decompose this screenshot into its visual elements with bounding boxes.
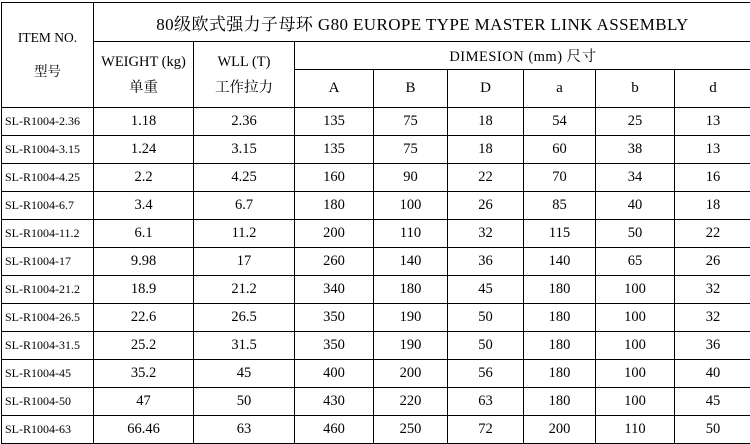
dim-a-cell: 180 — [524, 276, 596, 304]
weight-header-cn: 单重 — [94, 75, 193, 101]
wll-cell: 45 — [194, 360, 295, 388]
weight-cell: 3.4 — [94, 192, 194, 220]
dim-col-a: a — [524, 70, 596, 108]
item-no-header-en: ITEM NO. — [2, 23, 93, 53]
dim-b-cell: 100 — [596, 276, 675, 304]
dim-A-cell: 260 — [295, 248, 374, 276]
dim-d-cell: 16 — [675, 164, 750, 192]
dim-B-cell: 190 — [374, 304, 448, 332]
item-no-cell: SL-R1004-6.7 — [2, 192, 94, 220]
weight-cell: 22.6 — [94, 304, 194, 332]
weight-cell: 47 — [94, 388, 194, 416]
dim-A-cell: 460 — [295, 416, 374, 444]
table-row — [2, 304, 750, 332]
item-no-cell: SL-R1004-63 — [2, 416, 94, 444]
dim-b-cell: 110 — [596, 416, 675, 444]
dim-D-cell: 50 — [448, 304, 524, 332]
table-row — [2, 332, 750, 360]
dim-d-cell: 13 — [675, 136, 750, 164]
dim-b-cell: 100 — [596, 360, 675, 388]
dim-D-cell: 63 — [448, 388, 524, 416]
dim-d-cell: 18 — [675, 192, 750, 220]
dim-A-cell: 135 — [295, 108, 374, 136]
table-row — [2, 416, 750, 444]
dim-d-cell: 26 — [675, 248, 750, 276]
dim-a-cell: 180 — [524, 304, 596, 332]
table-row — [2, 192, 750, 220]
item-no-cell: SL-R1004-50 — [2, 388, 94, 416]
table-row — [2, 360, 750, 388]
item-no-cell: SL-R1004-3.15 — [2, 136, 94, 164]
dim-D-cell: 18 — [448, 108, 524, 136]
dim-D-cell: 22 — [448, 164, 524, 192]
table-body — [2, 108, 750, 444]
dim-A-cell: 400 — [295, 360, 374, 388]
table-row — [2, 276, 750, 304]
wll-cell: 3.15 — [194, 136, 295, 164]
dim-a-cell: 180 — [524, 360, 596, 388]
dim-a-cell: 85 — [524, 192, 596, 220]
dim-a-cell: 60 — [524, 136, 596, 164]
dim-B-cell: 110 — [374, 220, 448, 248]
item-no-cell: SL-R1004-31.5 — [2, 332, 94, 360]
dim-B-cell: 190 — [374, 332, 448, 360]
dim-col-d: d — [675, 70, 750, 108]
wll-cell: 63 — [194, 416, 295, 444]
dim-B-cell: 180 — [374, 276, 448, 304]
dim-A-cell: 200 — [295, 220, 374, 248]
item-no-cell: SL-R1004-45 — [2, 360, 94, 388]
weight-cell: 25.2 — [94, 332, 194, 360]
dim-d-cell: 32 — [675, 276, 750, 304]
dim-b-cell: 100 — [596, 332, 675, 360]
dim-a-cell: 180 — [524, 388, 596, 416]
dim-B-cell: 250 — [374, 416, 448, 444]
weight-header — [94, 42, 194, 108]
item-no-header-cn: 型号 — [2, 57, 93, 87]
dim-A-cell: 430 — [295, 388, 374, 416]
dim-B-cell: 220 — [374, 388, 448, 416]
spec-table — [1, 2, 750, 444]
dim-b-cell: 100 — [596, 304, 675, 332]
dim-a-cell: 140 — [524, 248, 596, 276]
dim-a-cell: 180 — [524, 332, 596, 360]
weight-cell: 1.18 — [94, 108, 194, 136]
wll-header-en: WLL (T) — [194, 49, 294, 75]
dim-A-cell: 180 — [295, 192, 374, 220]
dim-d-cell: 45 — [675, 388, 750, 416]
weight-cell: 2.2 — [94, 164, 194, 192]
dim-b-cell: 40 — [596, 192, 675, 220]
dim-b-cell: 38 — [596, 136, 675, 164]
dim-d-cell: 40 — [675, 360, 750, 388]
table-row — [2, 108, 750, 136]
wll-cell: 11.2 — [194, 220, 295, 248]
dim-D-cell: 18 — [448, 136, 524, 164]
dim-a-cell: 115 — [524, 220, 596, 248]
wll-cell: 4.25 — [194, 164, 295, 192]
item-no-cell: SL-R1004-11.2 — [2, 220, 94, 248]
item-no-header — [2, 3, 94, 108]
table-title: 80级欧式强力子母环 G80 EUROPE TYPE MASTER LINK ASSEMBLY — [94, 3, 750, 42]
dim-col-D: D — [448, 70, 524, 108]
item-no-cell: SL-R1004-4.25 — [2, 164, 94, 192]
dim-D-cell: 32 — [448, 220, 524, 248]
dim-a-cell: 70 — [524, 164, 596, 192]
wll-cell: 17 — [194, 248, 295, 276]
dim-A-cell: 350 — [295, 332, 374, 360]
dim-B-cell: 75 — [374, 136, 448, 164]
dim-col-B: B — [374, 70, 448, 108]
wll-cell: 50 — [194, 388, 295, 416]
dim-B-cell: 100 — [374, 192, 448, 220]
dim-col-A: A — [295, 70, 374, 108]
wll-cell: 2.36 — [194, 108, 295, 136]
dim-d-cell: 50 — [675, 416, 750, 444]
dim-D-cell: 36 — [448, 248, 524, 276]
weight-cell: 66.46 — [94, 416, 194, 444]
dim-b-cell: 65 — [596, 248, 675, 276]
dim-a-cell: 200 — [524, 416, 596, 444]
dim-A-cell: 340 — [295, 276, 374, 304]
group-header-row — [2, 42, 750, 70]
weight-cell: 1.24 — [94, 136, 194, 164]
weight-cell: 9.98 — [94, 248, 194, 276]
weight-cell: 18.9 — [94, 276, 194, 304]
dim-B-cell: 90 — [374, 164, 448, 192]
wll-cell: 6.7 — [194, 192, 295, 220]
item-no-cell: SL-R1004-21.2 — [2, 276, 94, 304]
dim-b-cell: 50 — [596, 220, 675, 248]
wll-cell: 21.2 — [194, 276, 295, 304]
item-no-cell: SL-R1004-26.5 — [2, 304, 94, 332]
dim-b-cell: 25 — [596, 108, 675, 136]
weight-cell: 6.1 — [94, 220, 194, 248]
table-row — [2, 136, 750, 164]
dim-D-cell: 72 — [448, 416, 524, 444]
table-row — [2, 248, 750, 276]
table-row — [2, 220, 750, 248]
wll-cell: 31.5 — [194, 332, 295, 360]
dim-d-cell: 22 — [675, 220, 750, 248]
dim-d-cell: 36 — [675, 332, 750, 360]
wll-header — [194, 42, 295, 108]
dim-B-cell: 140 — [374, 248, 448, 276]
dim-a-cell: 54 — [524, 108, 596, 136]
dim-d-cell: 13 — [675, 108, 750, 136]
dim-B-cell: 200 — [374, 360, 448, 388]
wll-cell: 26.5 — [194, 304, 295, 332]
dim-D-cell: 45 — [448, 276, 524, 304]
dim-D-cell: 56 — [448, 360, 524, 388]
dim-A-cell: 135 — [295, 136, 374, 164]
dim-b-cell: 100 — [596, 388, 675, 416]
dim-col-b: b — [596, 70, 675, 108]
dim-A-cell: 350 — [295, 304, 374, 332]
weight-cell: 35.2 — [94, 360, 194, 388]
dimension-header: DIMESION (mm) 尺寸 — [295, 42, 750, 70]
dim-D-cell: 26 — [448, 192, 524, 220]
dim-D-cell: 50 — [448, 332, 524, 360]
item-no-cell: SL-R1004-2.36 — [2, 108, 94, 136]
dim-B-cell: 75 — [374, 108, 448, 136]
dim-b-cell: 34 — [596, 164, 675, 192]
title-row — [2, 3, 750, 42]
item-no-cell: SL-R1004-17 — [2, 248, 94, 276]
weight-header-en: WEIGHT (kg) — [94, 49, 193, 75]
table-row — [2, 388, 750, 416]
wll-header-cn: 工作拉力 — [194, 75, 294, 101]
dim-A-cell: 160 — [295, 164, 374, 192]
dim-d-cell: 32 — [675, 304, 750, 332]
table-row — [2, 164, 750, 192]
